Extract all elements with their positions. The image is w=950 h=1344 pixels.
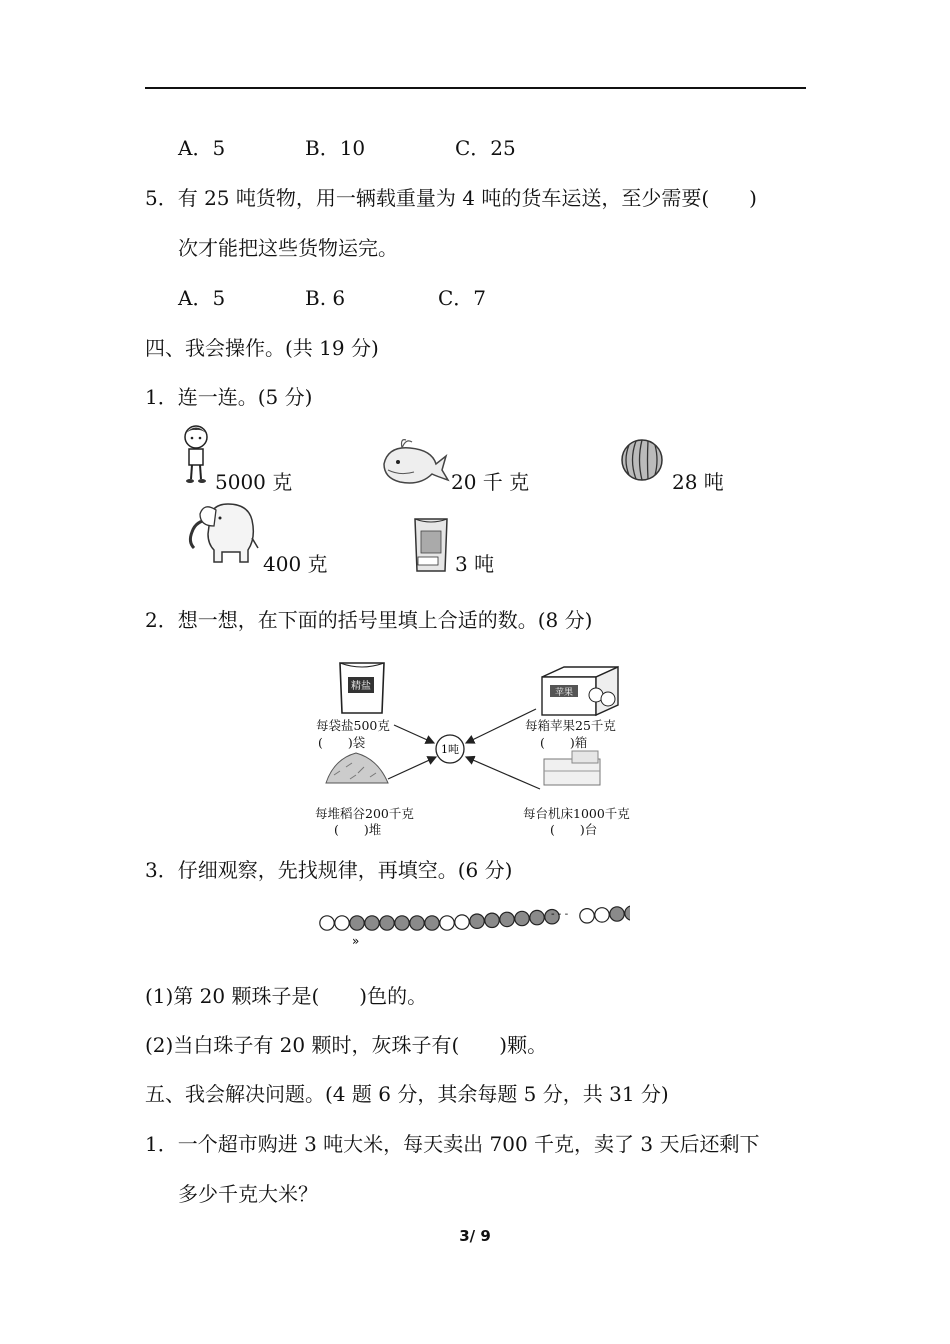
- svg-text:»: »: [352, 934, 360, 948]
- white-bead: [455, 915, 469, 929]
- gray-bead: [470, 914, 484, 928]
- q4-option-c: C．25: [455, 136, 516, 160]
- gray-bead: [625, 906, 630, 920]
- machine-caption: 每台机床1000千克: [523, 806, 630, 821]
- s4-q2-title: 2．想一想，在下面的括号里填上合适的数。(8 分): [145, 608, 593, 632]
- watermelon-picture: [619, 437, 665, 483]
- apple-blank: ( )箱: [540, 735, 588, 750]
- whale-picture: [380, 436, 450, 490]
- q4-option-a: A．5: [178, 136, 226, 160]
- gray-bead: [380, 916, 394, 930]
- center-1-ton: 1吨: [441, 743, 459, 756]
- apple-box-label: 苹果: [554, 688, 574, 698]
- rice-bag-picture: [411, 515, 451, 575]
- bead-ellipsis: - - -: [551, 909, 569, 920]
- q1-label-3t: 3 吨: [455, 552, 495, 576]
- salt-caption: 每袋盐500克: [316, 718, 390, 733]
- s4-q3-sub2: (2)当白珠子有 20 颗时，灰珠子有( )颗。: [145, 1033, 548, 1057]
- header-rule: [145, 87, 806, 89]
- q5-text-line2: 次才能把这些货物运完。: [178, 236, 398, 260]
- gray-bead: [515, 911, 529, 925]
- s4-q1-title: 1．连一连。(5 分): [145, 385, 313, 409]
- boy-picture: [180, 423, 212, 485]
- page-number: 3/ 9: [459, 1227, 491, 1245]
- q1-label-28t: 28 吨: [672, 470, 724, 494]
- q5-option-b: B. 6: [305, 286, 346, 310]
- gray-bead: [365, 916, 379, 930]
- q5-option-c: C．7: [438, 286, 487, 310]
- q5-option-a: A．5: [178, 286, 226, 310]
- q1-label-400g: 400 克: [263, 552, 328, 576]
- white-bead: [580, 909, 594, 923]
- white-bead: [320, 916, 334, 930]
- grain-caption: 每堆稻谷200千克: [315, 806, 414, 821]
- elephant-picture: [182, 498, 262, 568]
- gray-bead: [350, 916, 364, 930]
- white-bead: [335, 916, 349, 930]
- gray-bead: [425, 916, 439, 930]
- bead-string: [318, 893, 630, 949]
- s5-q1-line1: 1．一个超市购进 3 吨大米，每天卖出 700 千克，卖了 3 天后还剩下: [145, 1132, 760, 1156]
- white-bead: [440, 916, 454, 930]
- s4-q3-title: 3．仔细观察，先找规律，再填空。(6 分): [145, 858, 513, 882]
- machine-blank: ( )台: [550, 822, 598, 837]
- q5-text-line1: 5．有 25 吨货物，用一辆载重量为 4 吨的货车运送，至少需要( ): [145, 186, 757, 210]
- gray-bead: [610, 907, 624, 921]
- gray-bead: [485, 913, 499, 927]
- section4-title: 四、我会操作。(共 19 分): [145, 336, 379, 360]
- white-bead: [595, 908, 609, 922]
- section5-title: 五、我会解决问题。(4 题 6 分，其余每题 5 分，共 31 分): [145, 1082, 669, 1106]
- gray-bead: [395, 916, 409, 930]
- gray-bead: [530, 910, 544, 924]
- q4-option-b: B．10: [305, 136, 366, 160]
- q1-label-20kg: 20 千 克: [451, 470, 530, 494]
- gray-bead: [500, 912, 514, 926]
- gray-bead: [410, 916, 424, 930]
- apple-caption: 每箱苹果25千克: [525, 718, 616, 733]
- salt-blank: ( )袋: [318, 735, 366, 750]
- q1-label-5000g: 5000 克: [215, 470, 293, 494]
- s4-q3-sub1: (1)第 20 颗珠子是( )色的。: [145, 984, 428, 1008]
- grain-blank: ( )堆: [334, 822, 382, 837]
- s5-q1-line2: 多少千克大米？: [178, 1182, 318, 1206]
- salt-bag-label: 精盐: [351, 681, 371, 692]
